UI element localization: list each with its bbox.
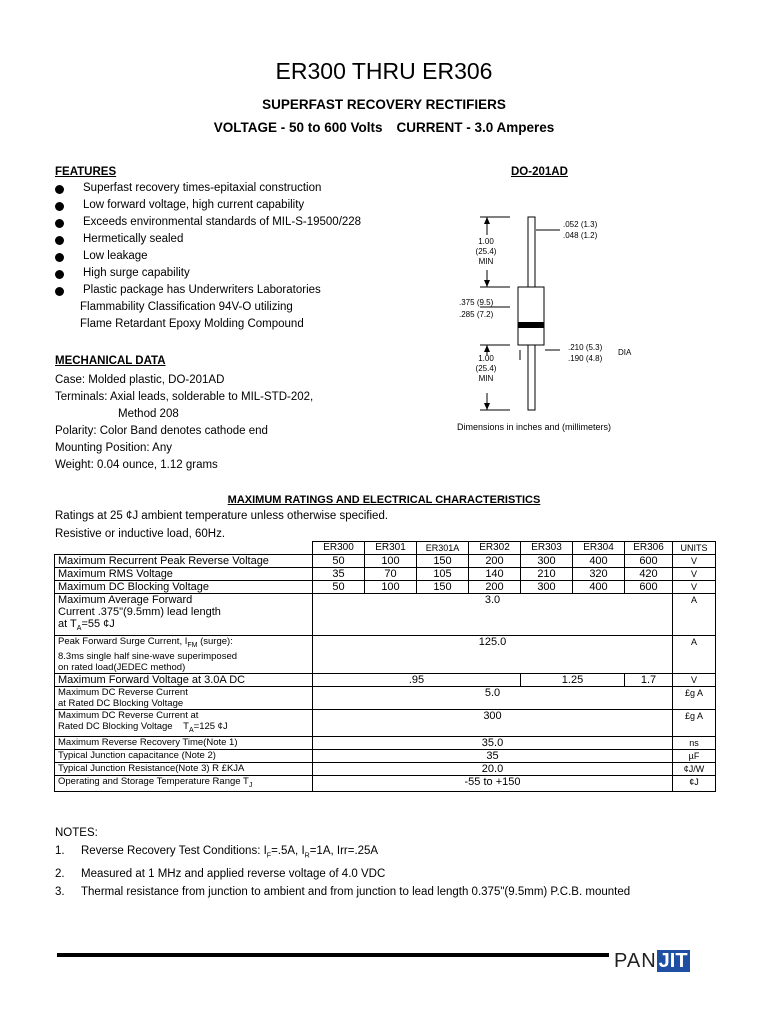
ratings-load-note: Resistive or inductive load, 60Hz. — [55, 528, 226, 540]
body-length-dim-lower: .285 (7.2) — [459, 310, 494, 319]
row-label: Maximum DC Blocking Voltage — [55, 581, 313, 594]
dia-label: DIA — [618, 348, 632, 357]
mech-case: Case: Molded plastic, DO-201AD — [55, 374, 225, 386]
dimensions-caption: Dimensions in inches and (millimeters) — [457, 422, 612, 432]
mechanical-heading: MECHANICAL DATA — [55, 355, 166, 367]
row-label: Maximum DC Reverse Current at Rated DC Blocking Voltage $T_A=125$ ¢J — [55, 710, 313, 737]
table-row: Maximum Forward Voltage at 3.0A DC .95 1.25 1.7 V — [55, 674, 716, 687]
note-item: 3. Thermal resistance from junction to ambient and from junction to lead length 0.375"(9.5mm) P.C.B. mounted — [55, 886, 631, 899]
features-heading: FEATURES — [55, 166, 117, 178]
mech-terminals: Terminals: Axial leads, solderable to MIL-STD-202, — [55, 391, 314, 403]
bullet-icon — [55, 202, 64, 211]
body-length-dim-upper: .375 (9.5) — [459, 298, 494, 307]
row-label: Maximum DC Reverse Current at Rated DC Blocking Voltage — [55, 687, 313, 710]
row-label: Maximum RMS Voltage — [55, 568, 313, 581]
notes-heading: NOTES: — [55, 827, 98, 839]
notes-section — [55, 824, 630, 901]
current-rating: CURRENT - 3.0 Amperes — [396, 120, 555, 135]
column-header: ER302 — [469, 542, 521, 555]
features-list: Superfast recovery times-epitaxial construction Low forward voltage, high current capability Exceeds environmental standards of MIL-S-19500/228 Hermetically sealed Low leakage High surge capability Plastic package has Underwriters Laboratories Flammability Classification 94V-O utilizing Flame Retardant Epoxy Molding Compound — [55, 182, 455, 342]
row-label: Maximum Recurrent Peak Reverse Voltage — [55, 555, 313, 568]
ratings-heading: MAXIMUM RATINGS AND ELECTRICAL CHARACTERISTICS — [227, 494, 541, 506]
table-row: Maximum Average Forward Current .375"(9.5mm) lead length at $T_A=55$ ¢J 3.0 A — [55, 594, 716, 636]
mech-mounting: Mounting Position: Any — [55, 442, 172, 454]
bullet-icon — [55, 236, 64, 245]
column-header: ER306 — [625, 542, 673, 555]
column-header: ER300 — [313, 542, 365, 555]
ratings-table — [54, 541, 716, 792]
body-dia-dim-lower: .190 (4.8) — [568, 354, 603, 363]
row-label: Maximum Average Forward Current .375"(9.5mm) lead length at $T_A=55$ ¢J — [55, 594, 313, 636]
mech-polarity: Polarity: Color Band denotes cathode end — [55, 425, 268, 437]
table-row: Operating and Storage Temperature Range $T_J$ -55 to +150 ¢J — [55, 775, 716, 791]
table-header-row — [55, 542, 716, 555]
voltage-range: VOLTAGE - 50 to 600 Volts — [213, 120, 383, 135]
row-label: Peak Forward Surge Current, $I_{FM}$ (surge): 8.3ms single half sine-wave superimposed on rated load(JEDEC method) — [55, 636, 313, 674]
mech-method: Method 208 — [118, 408, 179, 420]
body-dia-dim-upper: .210 (5.3) — [568, 343, 603, 352]
bullet-icon — [55, 185, 64, 194]
row-label: Maximum Reverse Recovery Time(Note 1) — [55, 736, 313, 749]
column-header: ER301A — [417, 542, 469, 555]
table-row: Maximum DC Reverse Current at Rated DC Blocking Voltage 5.0 £g A — [55, 687, 716, 710]
bullet-icon — [55, 253, 64, 262]
footer-rule — [57, 953, 609, 957]
note-item: 2. Measured at 1 MHz and applied reverse voltage of 4.0 VDC — [55, 868, 386, 881]
row-label: Operating and Storage Temperature Range $T_J$ — [55, 775, 313, 791]
ratings-ambient-note: Ratings at 25 ¢J ambient temperature unless otherwise specified. — [55, 510, 389, 522]
bullet-icon — [55, 219, 64, 228]
column-header: ER304 — [573, 542, 625, 555]
column-header: UNITS — [673, 542, 716, 555]
table-row: Typical Junction Resistance(Note 3) R £KJA 20.0 ¢J/W — [55, 762, 716, 775]
voltage-current-line — [0, 120, 768, 135]
table-row: Maximum DC Reverse Current at Rated DC Blocking Voltage $T_A=125$ ¢J 300 £g A — [55, 710, 716, 737]
panjit-logo: PAN JIT — [614, 950, 688, 972]
document-subtitle: SUPERFAST RECOVERY RECTIFIERS — [262, 97, 506, 112]
bullet-icon — [55, 287, 64, 296]
row-label: Maximum Forward Voltage at 3.0A DC — [55, 674, 313, 687]
lead-length-dim-top: 1.00 (25.4) MIN — [475, 237, 497, 266]
column-header: ER301 — [365, 542, 417, 555]
table-row: Maximum Reverse Recovery Time(Note 1) 35.0 ns — [55, 736, 716, 749]
package-name: DO-201AD — [511, 166, 568, 178]
lead-dia-dim-upper: .052 (1.3) — [563, 220, 598, 229]
table-row: Peak Forward Surge Current, $I_{FM}$ (surge): 8.3ms single half sine-wave superimposed on rated load(JEDEC method) 125.0 A — [55, 636, 716, 674]
bullet-icon — [55, 270, 64, 279]
row-label: Typical Junction Resistance(Note 3) R £KJA — [55, 762, 313, 775]
table-row: Typical Junction capacitance (Note 2) 35 µF — [55, 749, 716, 762]
document-title: ER300 THRU ER306 — [275, 58, 493, 84]
mechanical-data — [55, 372, 313, 474]
table-row: Maximum RMS Voltage 35 70 105 140 210 320 420 V — [55, 568, 716, 581]
table-row: Maximum Recurrent Peak Reverse Voltage 50 100 150 200 300 400 600 V — [55, 555, 716, 568]
table-row: Maximum DC Blocking Voltage 50 100 150 200 300 400 600 V — [55, 581, 716, 594]
note-item: 1. Reverse Recovery Test Conditions: $I_F=.5A$, $I_R=1A$, Irr=.25A — [55, 845, 379, 860]
lead-dia-dim-lower: .048 (1.2) — [563, 231, 598, 240]
mech-weight: Weight: 0.04 ounce, 1.12 grams — [55, 459, 218, 471]
lead-length-dim-bottom: 1.00 (25.4) MIN — [475, 354, 497, 383]
row-label: Typical Junction capacitance (Note 2) — [55, 749, 313, 762]
column-header: ER303 — [521, 542, 573, 555]
